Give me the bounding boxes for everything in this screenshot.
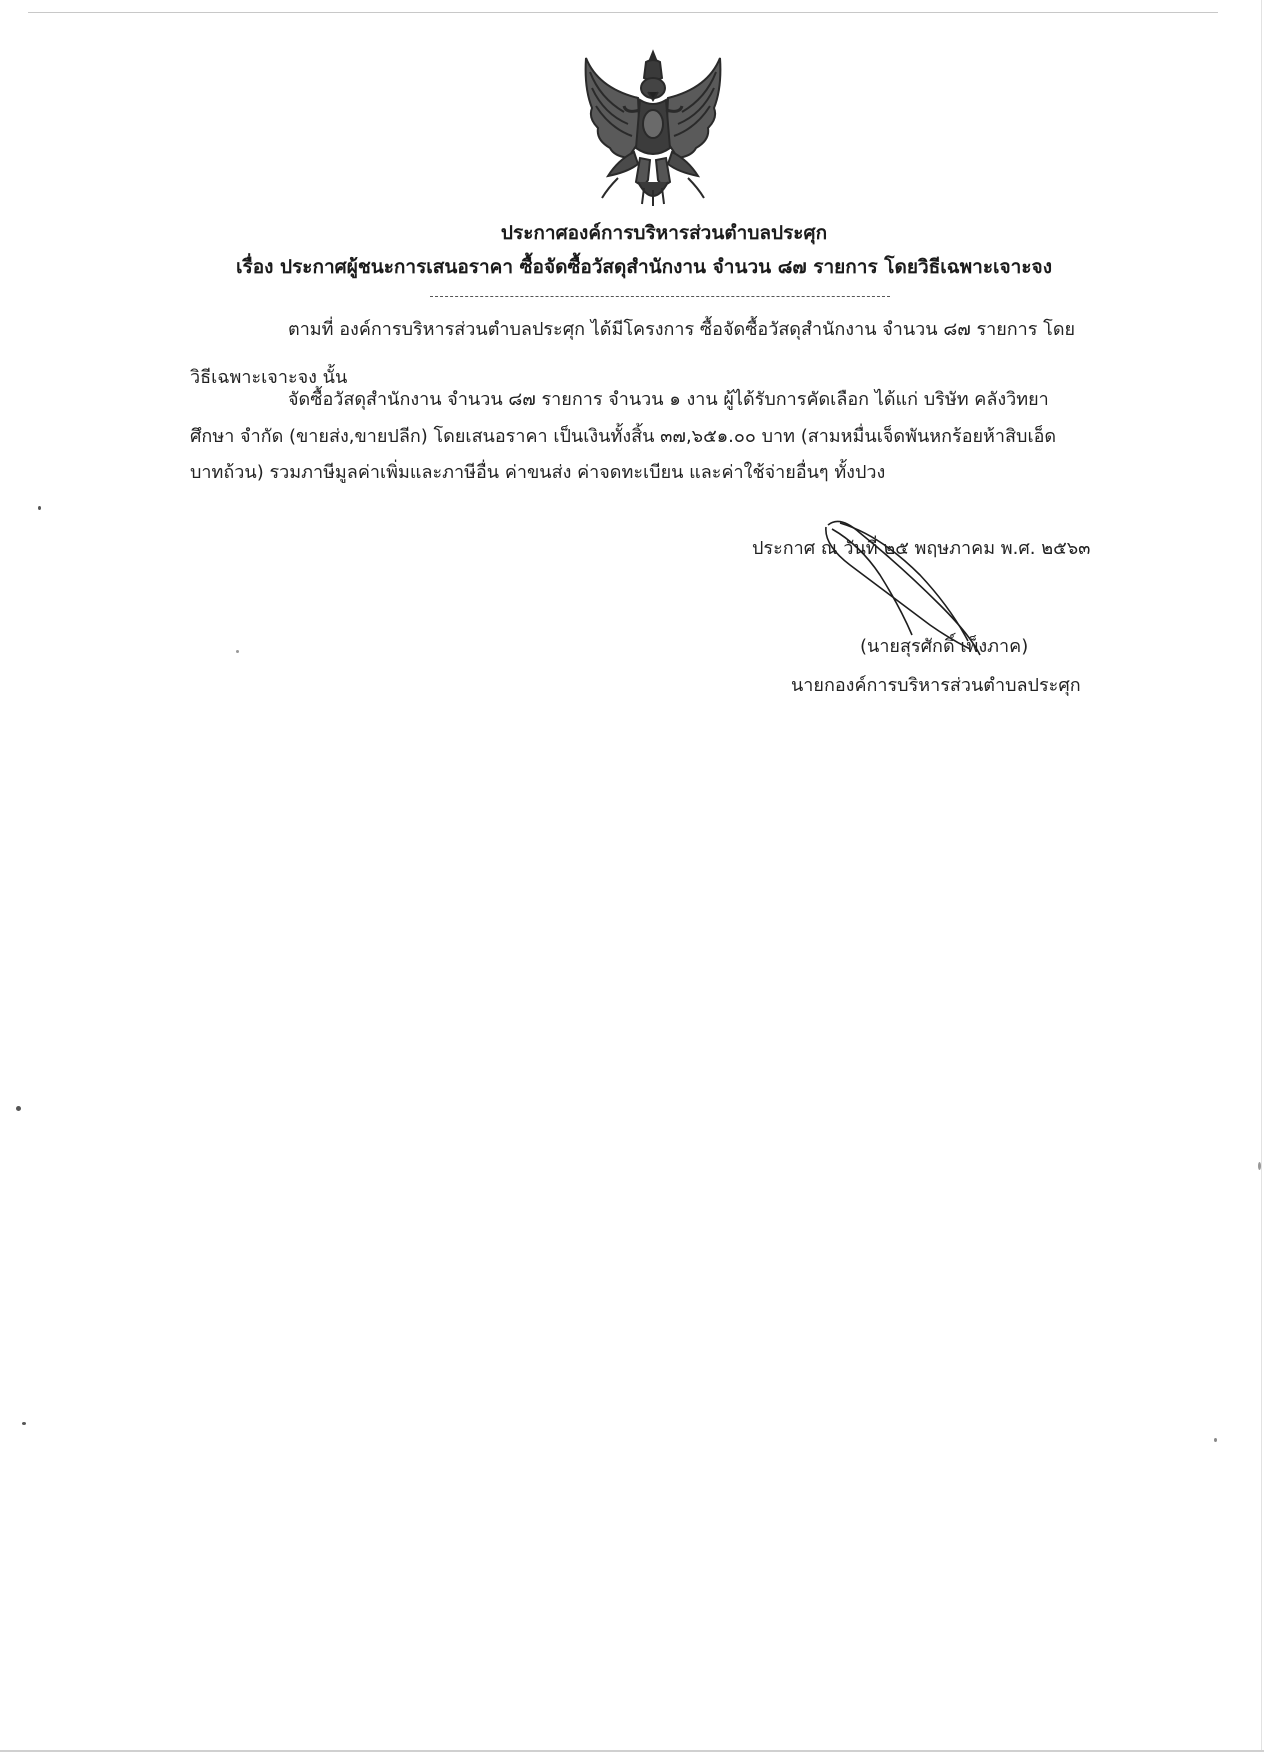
announcement-title: ประกาศองค์การบริหารส่วนตำบลประศุก [500, 222, 828, 244]
scan-speck [236, 650, 239, 653]
scan-speck [16, 1106, 21, 1111]
paragraph-1-line-1: ตามที่ องค์การบริหารส่วนตำบลประศุก ได้มีโครงการ ซื้อจัดซื้อวัสดุสำนักงาน จำนวน ๘๗ รายการ โดย [288, 319, 1076, 340]
signer-name: (นายสุรศักดิ์ เพ็งภาค) [860, 636, 1029, 657]
scan-speck [38, 506, 41, 510]
paragraph-2-line-1: จัดซื้อวัสดุสำนักงาน จำนวน ๘๗ รายการ จำนวน ๑ งาน ผู้ได้รับการคัดเลือก ได้แก่ บริษัท คลังวิทยา [288, 389, 1049, 410]
announcement-subject: เรื่อง ประกาศผู้ชนะการเสนอราคา ซื้อจัดซื้อวัสดุสำนักงาน จำนวน ๘๗ รายการ โดยวิธีเฉพาะเจาะจง [236, 256, 1052, 278]
scan-speck [1214, 1438, 1217, 1442]
scan-edge-top [28, 12, 1218, 13]
paragraph-2-line-2: ศึกษา จำกัด (ขายส่ง,ขายปลีก) โดยเสนอราคา เป็นเงินทั้งสิ้น ๓๗,๖๕๑.๐๐ บาท (สามหมื่นเจ็ดพันหกร้อยห้าสิบเอ็ด [190, 426, 1057, 447]
divider-dashed [430, 296, 890, 297]
scan-speck [1258, 1162, 1261, 1170]
paragraph-2-line-3: บาทถ้วน) รวมภาษีมูลค่าเพิ่มและภาษีอื่น ค่าขนส่ง ค่าจดทะเบียน และค่าใช้จ่ายอื่นๆ ทั้งปวง [190, 462, 886, 483]
garuda-emblem-icon [578, 48, 728, 210]
signer-position: นายกองค์การบริหารส่วนตำบลประศุก [791, 675, 1081, 696]
paragraph-1-line-2: วิธีเฉพาะเจาะจง นั้น [190, 367, 348, 388]
scan-speck [22, 1422, 26, 1425]
announcement-date: ประกาศ ณ วันที่ ๒๕ พฤษภาคม พ.ศ. ๒๕๖๓ [752, 538, 1091, 559]
